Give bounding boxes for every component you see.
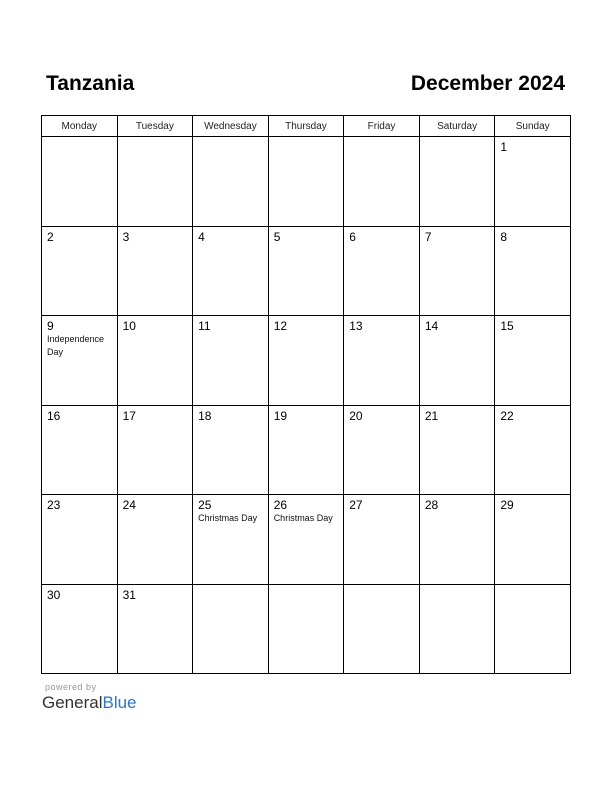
day-cell (344, 405, 420, 495)
holiday-label: Christmas Day (273, 513, 333, 523)
day-number: 8 (500, 229, 508, 244)
day-cell (495, 316, 571, 406)
day-number: 1 (500, 140, 508, 154)
weekday-saturday: Saturday (419, 116, 495, 137)
empty-day-cell (268, 584, 344, 674)
weekday-wednesday: Wednesday (193, 116, 269, 137)
day-cell (419, 495, 495, 585)
brand-blue: Blue (102, 693, 137, 712)
week-row (42, 226, 571, 316)
empty-day-cell (344, 137, 420, 227)
day-cell (117, 316, 193, 406)
day-number: 24 (122, 498, 136, 512)
holiday-label: Christmas Day (198, 513, 258, 523)
week-row (42, 584, 571, 674)
day-number: 6 (349, 229, 356, 244)
day-number: 3 (122, 229, 130, 244)
day-number: 10 (122, 319, 136, 333)
country-title: Tanzania (46, 72, 135, 95)
day-cell (117, 584, 193, 674)
day-number: 31 (122, 587, 136, 602)
day-number: 12 (273, 319, 288, 333)
brand-general: General (42, 693, 103, 712)
day-cell (344, 316, 420, 406)
day-number: 28 (424, 498, 439, 512)
day-number: 14 (424, 319, 439, 333)
weekday-tuesday: Tuesday (117, 116, 193, 137)
weekday-thursday: Thursday (268, 116, 344, 137)
day-cell (344, 495, 420, 585)
day-number: 15 (500, 319, 514, 333)
empty-day-cell (344, 584, 420, 674)
day-number: 29 (500, 498, 514, 512)
day-cell (419, 226, 495, 316)
day-number: 25 (198, 498, 212, 512)
day-number: 26 (273, 498, 288, 512)
day-cell (117, 495, 193, 585)
day-cell (419, 316, 495, 406)
week-row (42, 316, 571, 406)
week-row (42, 137, 571, 227)
empty-day-cell (419, 137, 495, 227)
day-number: 11 (198, 319, 211, 333)
day-number: 9 (47, 319, 54, 333)
day-cell (193, 405, 269, 495)
empty-day-cell (193, 137, 269, 227)
day-cell (495, 495, 571, 585)
holiday-label: Independence Day (47, 334, 105, 357)
day-cell (42, 584, 118, 674)
day-cell (419, 405, 495, 495)
empty-day-cell (42, 137, 118, 227)
day-cell (42, 316, 118, 406)
day-number: 20 (349, 408, 363, 423)
week-row (42, 405, 571, 495)
day-cell (268, 405, 344, 495)
day-number: 23 (47, 498, 61, 512)
empty-day-cell (495, 584, 571, 674)
day-number: 13 (349, 319, 363, 333)
day-cell (495, 226, 571, 316)
day-number: 27 (349, 498, 363, 512)
generalblue-logo (42, 693, 137, 713)
day-cell (268, 226, 344, 316)
week-row (42, 495, 571, 585)
weekday-monday: Monday (42, 116, 118, 137)
day-number: 21 (424, 408, 439, 423)
day-cell (193, 495, 269, 585)
day-number: 16 (47, 408, 61, 423)
day-cell (268, 316, 344, 406)
day-number: 5 (273, 229, 281, 244)
day-cell (495, 405, 571, 495)
day-cell (42, 226, 118, 316)
day-cell (193, 316, 269, 406)
empty-day-cell (193, 584, 269, 674)
empty-day-cell (117, 137, 193, 227)
day-cell (344, 226, 420, 316)
month-title: December 2024 (410, 72, 565, 95)
day-cell (117, 226, 193, 316)
powered-by-text: powered by (45, 682, 97, 692)
day-number: 4 (198, 229, 205, 244)
day-cell (42, 495, 118, 585)
day-cell (42, 405, 118, 495)
day-number: 30 (47, 587, 61, 602)
day-cell (495, 137, 571, 227)
day-cell (193, 226, 269, 316)
empty-day-cell (419, 584, 495, 674)
day-cell (117, 405, 193, 495)
day-number: 17 (122, 408, 136, 423)
weekday-sunday: Sunday (495, 116, 571, 137)
calendar-grid (41, 115, 571, 674)
day-number: 7 (424, 229, 432, 244)
calendar-body (42, 137, 571, 674)
weekday-friday: Friday (344, 116, 420, 137)
day-number: 18 (198, 408, 212, 423)
day-cell (268, 495, 344, 585)
empty-day-cell (268, 137, 344, 227)
day-number: 2 (47, 229, 54, 244)
weekday-header-row (42, 116, 571, 137)
day-number: 19 (273, 408, 288, 423)
day-number: 22 (500, 408, 514, 423)
